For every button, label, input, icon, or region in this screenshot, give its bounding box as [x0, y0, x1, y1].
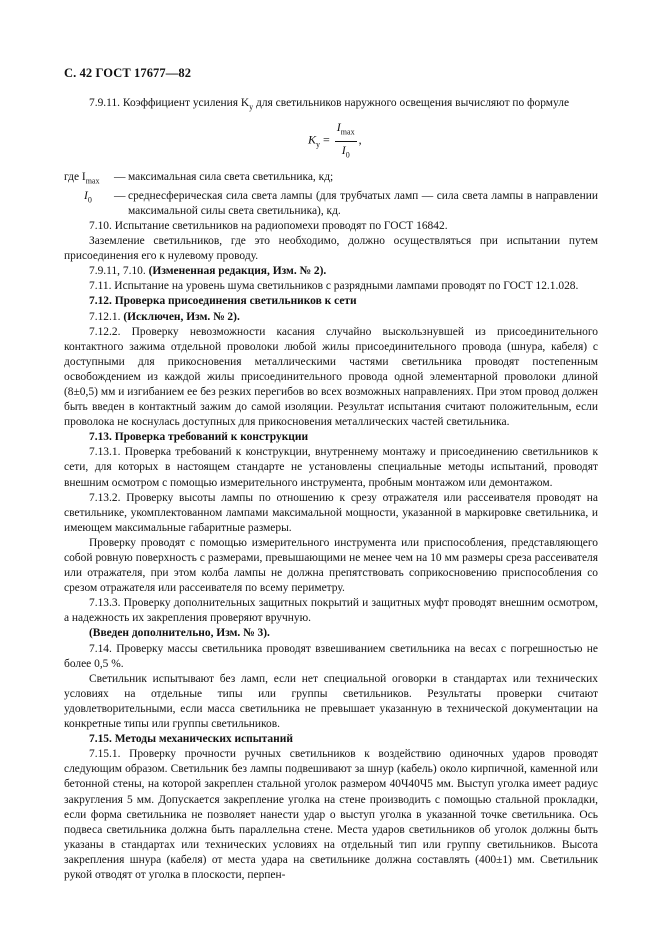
paragraph-text: 7.15.1. Проверку прочности ручных светильников к воздействию одиночных ударов проводят следующим образом. Светильник без лампы подвешивают за шнур (кабель) около кирпичной, каменной или бетонной стены, на которой закреплен стальной уголок размером 40Ч40Ч5 мм. Выступ уголка имеет радиус закругления 5 мм. Допускается закрепление уголка на стене производить с помощью стальной прокладки, если форма светильника не позволяет нанести удар о выступ уголка в указанной точке светильника. Ось подвеса светильника должна быть параллельна стене. Места ударов светильников об уголок должны быть указаны в стандартах или технических условиях на отдельный тип или группу светильников. Высота закрепления шнура (кабеля) от места удара на светильнике должна составлять (400±1) мм. Светильник рукой отводят от уголка в плоскости, перпен- — [64, 748, 598, 881]
paragraph — [64, 747, 598, 883]
paragraph — [64, 310, 598, 325]
paragraph-text: для светильников наружного освещения вычисляют по формуле — [253, 97, 570, 109]
legend-text: максимальная сила света светильника, кд; — [128, 171, 334, 184]
paragraph — [64, 430, 598, 445]
paragraph-text: 7.13.3. Проверку дополнительных защитных покрытий и защитных муфт проводят внешним осмотром, а надежность их закрепления проверяют вручную. — [64, 597, 598, 625]
formula-lhs: K — [308, 133, 317, 148]
paragraph — [64, 596, 598, 626]
paragraph — [64, 219, 598, 234]
numerator-symbol: I — [336, 120, 341, 135]
paragraph-text: 7.12.2. Проверку невозможности касания случайно выскользнувшей из присоединительного контактного зажима отдельной проволоки любой жилы присоединительного провода (шнура, кабеля) с доступными для прикосновения металлическими частями светильника проводят постепенным освобождением из каждой жилы присоединительного провода одной элементарной проволоки длиной (8±0,5) мм и изгибанием ее без резких перегибов во всех возможных направлениях. При этом провод должен быть введен в контактный зажим до самой изоляции. Результат испытания считают положительным, если проволока не коснулась доступных для прикосновения металлических частей светильника. — [64, 325, 598, 429]
paragraph — [64, 626, 598, 641]
paragraph — [64, 325, 598, 431]
paragraph-bold: (Измененная редакция, Изм. № 2). — [148, 265, 327, 278]
fraction-numerator — [335, 120, 357, 141]
paragraph-bold: 7.15. Методы механических испытаний — [89, 733, 293, 746]
formula-lhs-sub: у — [316, 140, 321, 150]
paragraph — [64, 279, 598, 294]
paragraph — [64, 732, 598, 747]
paragraph-text: 7.9.11. Коэффициент усиления K — [89, 97, 250, 109]
denominator-symbol: I — [341, 142, 346, 157]
formula-equals: = — [320, 133, 333, 148]
legend-row — [64, 189, 598, 219]
paragraph — [64, 536, 598, 596]
paragraph — [64, 294, 598, 309]
paragraph — [64, 642, 598, 672]
legend-symbol: I — [84, 189, 88, 202]
paragraph-7-9-11 — [64, 96, 598, 114]
legend-dash: — — [114, 189, 126, 202]
paragraph — [64, 445, 598, 490]
formula-fraction — [335, 120, 357, 162]
legend-sub: 0 — [87, 195, 92, 205]
legend-dash: — — [114, 171, 126, 184]
paragraph-text: 7.13.1. Проверка требований к конструкции, внутреннему монтажу и присоединению светильников к сети, для которых в настоящем стандарте не установлены специальные методы испытаний, проводят внешним осмотром с помощью измерительного инструмента, пробным монтажом или демонтажом. — [64, 446, 598, 489]
legend-intro: где I — [64, 171, 86, 184]
paragraph-bold: (Исключен, Изм. № 2). — [123, 310, 240, 323]
legend-label — [64, 170, 114, 188]
paragraph-text: Светильник испытывают без ламп, если нет специальной оговорки в стандартах или технических условиях на отдельные типы или группы светильников. Результаты проверки считают удовлетворительными, если масса светильника не превышает указанную в технической документации на конкретные типы или группы светильников. — [64, 672, 598, 731]
paragraph-text: 7.13.2. Проверку высоты лампы по отношению к срезу отражателя или рассеивателя проводят на светильнике, укомплектованном лампами максимальной мощности, указанной в маркировке светильника, и имеющем максимальные габаритные размеры. — [64, 491, 598, 534]
legend-text: среднесферическая сила света лампы (для трубчатых ламп — сила света лампы в направлении максимальной силы света светильника), кд. — [128, 189, 598, 217]
legend-row — [64, 170, 598, 188]
denominator-sub: 0 — [345, 150, 350, 160]
paragraph-text: 7.10. Испытание светильников на радиопомехи проводят по ГОСТ 16842. — [89, 219, 448, 232]
paragraph-text: Заземление светильников, где это необходимо, должно осуществляться при испытании путем присоединения его к нулевому проводу. — [64, 235, 598, 263]
formula — [308, 120, 362, 162]
document-body — [64, 96, 598, 883]
paragraph-text: 7.9.11, 7.10. — [89, 265, 149, 278]
legend-sub: max — [85, 176, 100, 186]
paragraph — [64, 672, 598, 732]
paragraph — [64, 491, 598, 536]
paragraph-text: 7.14. Проверку массы светильника проводят взвешиванием светильника на весах с погрешностью не более 0,5 %. — [64, 642, 598, 670]
paragraph-text: 7.12.1. — [89, 310, 124, 323]
paragraph — [64, 234, 598, 264]
paragraph-text: Проверку проводят с помощью измерительного инструмента или приспособления, представляющего собой ровную поверхность с размерами, превышающими не менее чем на 10 мм размеры среза рассеивателя или отражателя, при этом колба лампы не должна препятствовать соприкосновению приспособления со срезом отражателя или рассеивателя по всему периметру. — [64, 536, 598, 595]
legend-label — [64, 189, 114, 219]
subscript: у — [249, 102, 254, 112]
formula-comma: , — [358, 133, 362, 148]
paragraph-list — [64, 219, 598, 883]
page-header: С. 42 ГОСТ 17677—82 — [64, 66, 192, 80]
formula-block — [64, 114, 598, 170]
paragraph-bold: (Введен дополнительно, Изм. № 3). — [89, 627, 270, 640]
fraction-denominator — [335, 142, 357, 162]
paragraph-bold: 7.13. Проверка требований к конструкции — [89, 431, 309, 444]
formula-legend — [64, 170, 598, 219]
paragraph-text: 7.11. Испытание на уровень шума светильников с разрядными лампами проводят по ГОСТ 12.1.028. — [89, 280, 579, 293]
numerator-sub: max — [340, 127, 355, 137]
paragraph — [64, 264, 598, 279]
paragraph-bold: 7.12. Проверка присоединения светильников к сети — [89, 295, 357, 308]
